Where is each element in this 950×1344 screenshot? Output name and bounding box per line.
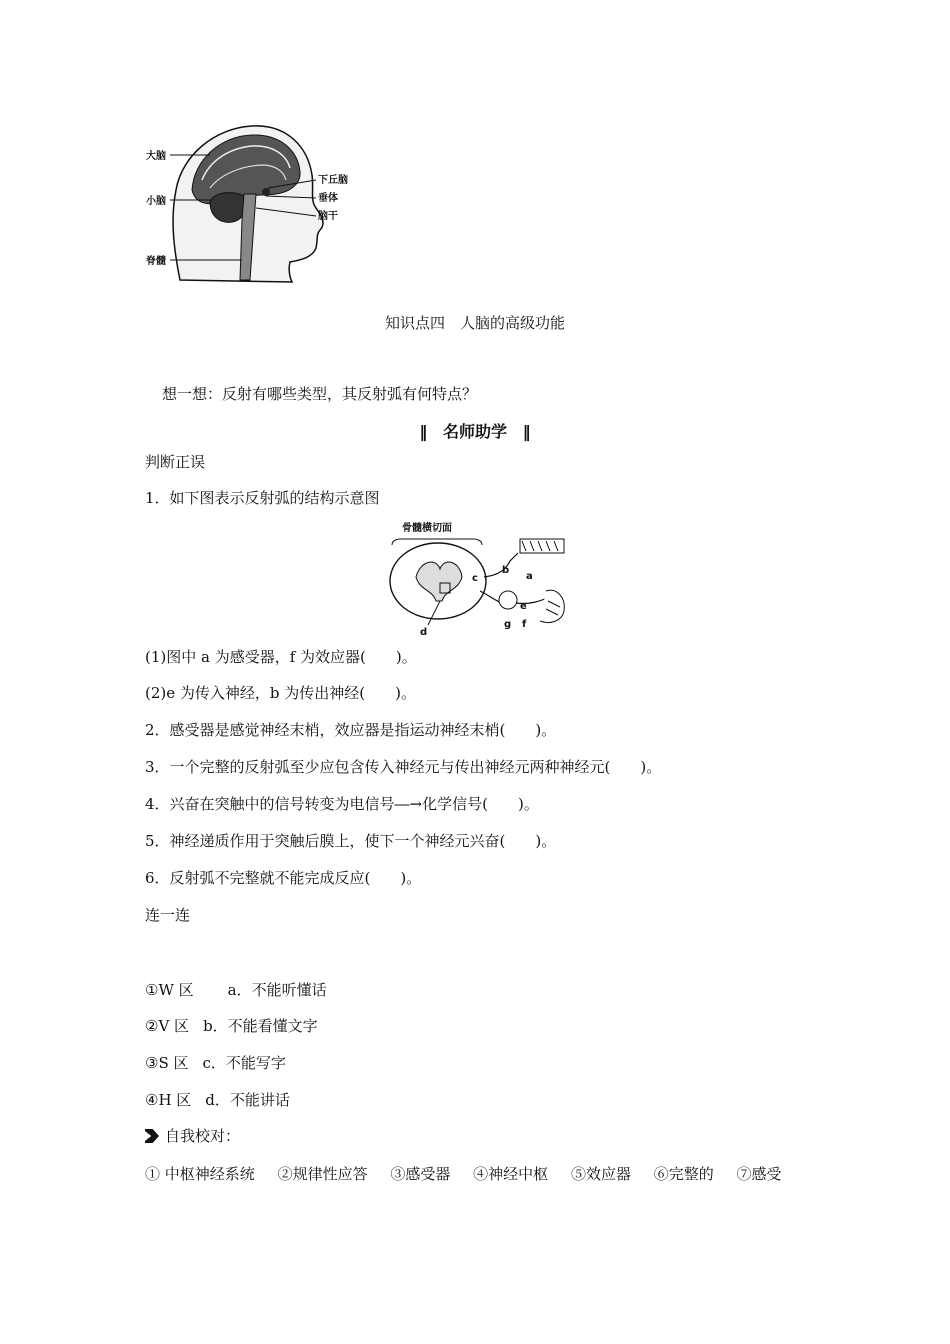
reflex-arc-figure bbox=[380, 517, 580, 639]
think-question: 想一想：反射有哪些类型，其反射弧有何特点？ bbox=[162, 385, 478, 403]
match-left: ②V 区 bbox=[145, 1017, 190, 1035]
answer: ⑦感受 bbox=[736, 1165, 782, 1183]
match-title: 连一连 bbox=[145, 906, 191, 924]
label-g: g bbox=[504, 619, 512, 630]
match-row bbox=[145, 1016, 318, 1036]
banner-heading bbox=[0, 419, 950, 442]
label-d: d bbox=[420, 627, 428, 638]
match-right: a．不能听懂话 bbox=[227, 981, 327, 999]
answer: ②规律性应答 bbox=[277, 1165, 368, 1183]
self-check-title: 自我校对： bbox=[165, 1127, 241, 1145]
match-right: c．不能写字 bbox=[202, 1054, 286, 1072]
question-1: 1．如下图表示反射弧的结构示意图 bbox=[145, 489, 380, 507]
label-spinal-cord: 脊髓 bbox=[146, 256, 166, 267]
chevron-right-icon bbox=[145, 1129, 159, 1143]
match-left: ④H 区 bbox=[145, 1091, 192, 1109]
label-cerebellum: 小脑 bbox=[146, 196, 166, 207]
label-brainstem: 脑干 bbox=[318, 211, 338, 222]
answer: ⑤效应器 bbox=[570, 1165, 631, 1183]
match-right: d．不能讲话 bbox=[205, 1091, 290, 1109]
match-right: b．不能看懂文字 bbox=[203, 1017, 318, 1035]
answer: ③感受器 bbox=[390, 1165, 451, 1183]
label-c: c bbox=[472, 573, 478, 584]
match-left: ③S 区 bbox=[145, 1054, 189, 1072]
label-e: e bbox=[520, 601, 527, 612]
question-5: 5．神经递质作用于突触后膜上，使下一个神经元兴奋( )。 bbox=[145, 832, 557, 850]
section-title: 知识点四 人脑的高级功能 bbox=[384, 314, 565, 332]
label-a: a bbox=[526, 571, 533, 582]
answers-row bbox=[145, 1164, 782, 1184]
answer: ① 中枢神经系统 bbox=[145, 1165, 255, 1183]
banner-text: 名师助学 bbox=[442, 422, 507, 441]
self-check-heading bbox=[145, 1126, 240, 1146]
reflex-figure-title: 骨髓横切面 bbox=[402, 523, 452, 534]
question-3: 3．一个完整的反射弧至少应包含传入神经元与传出神经元两种神经元( )。 bbox=[145, 758, 662, 776]
match-left: ①W 区 bbox=[145, 981, 194, 999]
brain-figure bbox=[140, 120, 360, 285]
question-4: 4．兴奋在突触中的信号转变为电信号―→化学信号( )。 bbox=[145, 795, 539, 813]
answer: ④神经中枢 bbox=[473, 1165, 549, 1183]
question-1-2: (2)e 为传入神经，b 为传出神经( )。 bbox=[145, 684, 416, 702]
match-row bbox=[145, 980, 327, 1000]
label-f: f bbox=[522, 619, 527, 630]
banner-bar-left: ‖ bbox=[419, 422, 428, 441]
label-b: b bbox=[502, 565, 510, 576]
label-hypothalamus: 下丘脑 bbox=[318, 175, 348, 186]
label-cerebrum: 大脑 bbox=[146, 151, 166, 162]
banner-bar-right: ‖ bbox=[522, 422, 531, 441]
question-2: 2．感受器是感觉神经末梢，效应器是指运动神经末梢( )。 bbox=[145, 721, 557, 739]
match-row bbox=[145, 1053, 286, 1073]
label-pituitary: 垂体 bbox=[318, 193, 338, 204]
match-row bbox=[145, 1090, 290, 1110]
question-6: 6．反射弧不完整就不能完成反应( )。 bbox=[145, 869, 422, 887]
answer: ⑥完整的 bbox=[653, 1165, 714, 1183]
judge-title: 判断正误 bbox=[145, 453, 206, 471]
question-1-1: (1)图中 a 为感受器，f 为效应器( )。 bbox=[145, 648, 417, 666]
